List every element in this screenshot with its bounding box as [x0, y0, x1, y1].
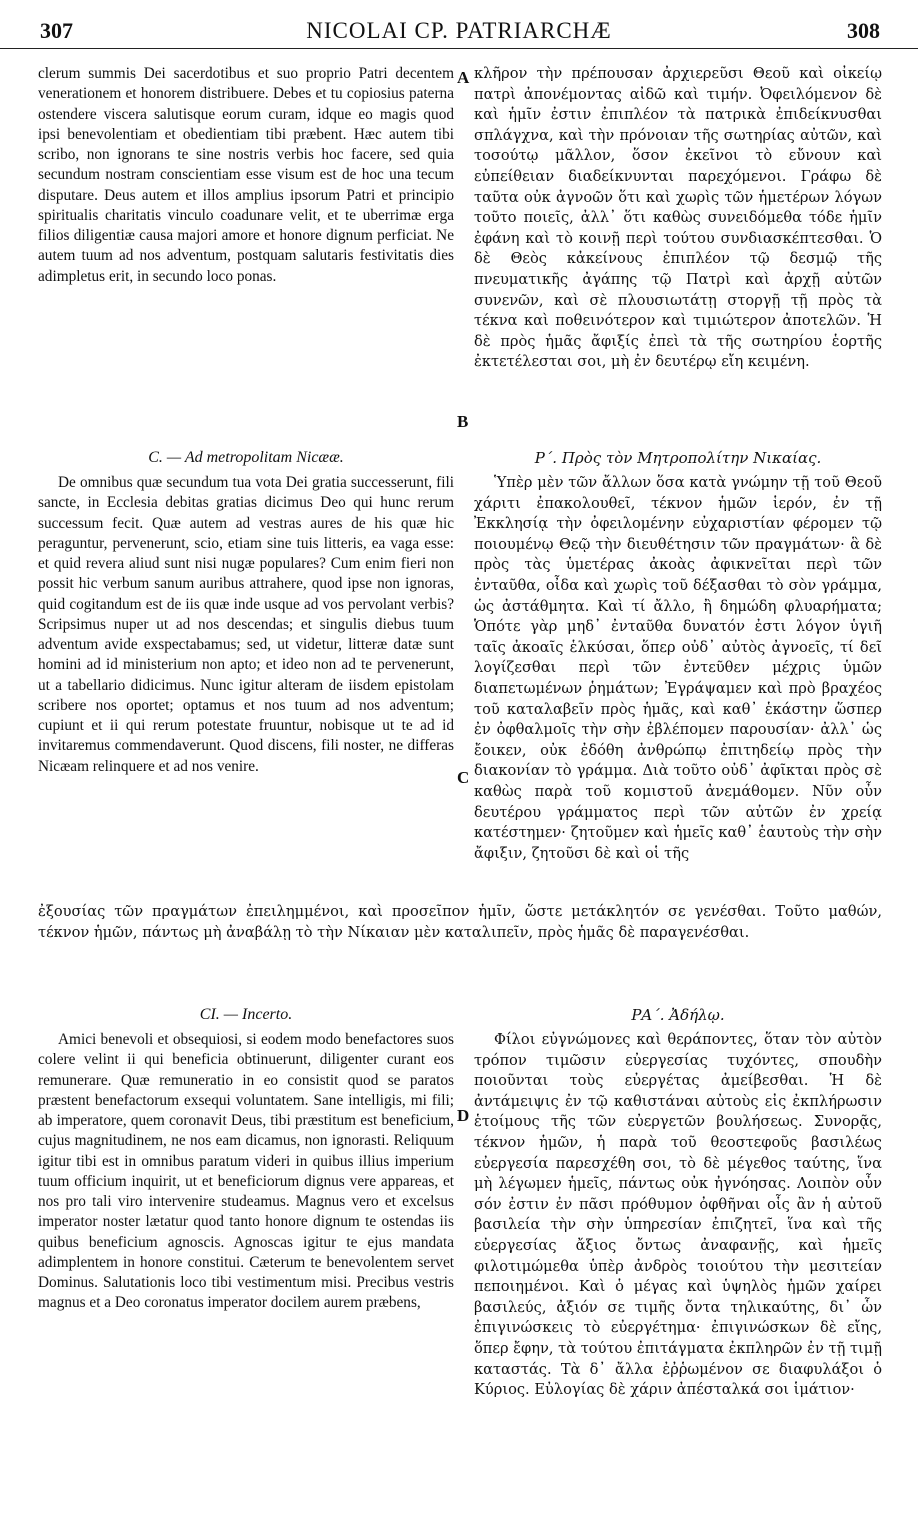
latin-column-letter-c	[38, 443, 454, 777]
greek-heading-ci: ΡΑ΄. Ἀδήλῳ.	[631, 1006, 725, 1024]
latin-column-letter-ci	[38, 1000, 454, 1314]
header-rule	[0, 48, 918, 49]
margin-mark-c: C	[457, 768, 470, 787]
latin-paragraph: clerum summis Dei sacerdotibus et suo proprio Patri decentem venerationem et honorem distribuere. Debes et tu copiosius paterna ostendere viscera salutisque eorum curam, idque eo magis quod ipsi benevolentiam et obedientiam tibi præbent. Hæc autem tibi scribo, non ignorans te sine nostris verbis hoc facere, sed quia secundum nostram conscientiam esse visum est de hoc una tecum disputare. Deus autem et illos amplius ipsorum Patri et principio spiritualis charitatis vinculo coadunare velit, et te uberrimæ erga filios diligentiæ causa majori amore et honore dignum perficiat. Ne autem tuum ad nos adventum, postquam salutaris festivitatis dies adimpletus erit, in secundo loco ponas.	[38, 65, 454, 285]
running-header	[0, 8, 918, 48]
greek-column-top	[474, 64, 882, 373]
margin-mark-d: D	[457, 1106, 470, 1125]
greek-heading-c: Ρ΄. Πρὸς τὸν Μητροπολίτην Νικαίας.	[534, 449, 822, 467]
greek-full-width-continuation	[38, 902, 882, 943]
running-title: NICOLAI CP. PATRIARCHÆ	[306, 18, 612, 43]
greek-column-letter-ci	[474, 1000, 882, 1401]
latin-paragraph: De omnibus quæ secundum tua vota Dei gratia successerunt, fili sancte, in Ecclesia debitas gratias dicimus Deo qui hunc rerum successum fecit. Quæ autem ad vestras aures de his quæ hic peraguntur, pervenerunt, scio, etiam sine tuis litteris, ea vaga esse: et quid revera aliud sunt nisi nugæ populares? Cum enim fieri non possit hic verbum sanum auribus attrahere, quod ipse non ignoras, quid cogitandum est de iis quæ inde usque ad vos pervolant verbis? Scripsimus nuper ut ad nos descendas; et singulis diebus tuum adventum avide exspectabamus; sed, ut videtur, litteræ datæ sunt homini ad id ministerium non apto; et ideo non ad te pervenerunt, ut a tabellario didicimus. Nunc igitur alteram de iisdem epistolam scribere nos oportet; optamus et nos tuum ad nos adventum; cupiunt et ii qui rerum potestate fruuntur, nobisque ut te ad id invitaremus commendaverunt. Quod discens, fili noster, ne differas Nicæam relinquere et ad nos venire.	[38, 474, 454, 775]
margin-mark-b: B	[457, 412, 469, 431]
latin-column-top	[38, 64, 454, 287]
latin-paragraph: Amici benevoli et obsequiosi, si eodem modo benefactores suos colere velint ii qui beneficia obtinuerunt, diligenter curant eos remunerare. Quæ remuneratio in eo consistit quod se paratos præstent benefactorum exsequi voluntatem. Sane intelligis, mi fili; ab imperatore, quem coronavit Deus, tibi præstitum est beneficium, cujus magnitudinem, ne nos eam dicamus, non ignorasti. Reliquum igitur tibi est in omnibus paratum videri in quibus illius imperium tuum officium inquirit, ut et beneficiorum dignus vere appareas, et nos pro tali viro intervenire studeamus. Magnus vero et excelsus imperator noster lætatur quod tanto honore dignum te ostendas iis quibus beneficium agnoscis. Agnoscas igitur te ejus mandata adimplentem in honore constitui. Cæterum te benevolentem servet Dominus. Salutationis loco tibi vestimentum misi. Precibus vestris magnus et a Deo coronatus imperator docilem aurem præbens,	[38, 1031, 454, 1312]
greek-paragraph: κλῆρον τὴν πρέπουσαν ἀρχιερεῦσι Θεοῦ καὶ οἰκείῳ πατρὶ ἀπονέμοντας αἰδῶ καὶ τιμήν. Ὀφειλόμενον δὲ καὶ ἡμῖν ἐστιν ἐπιπλέον τὰ πατρικὰ ἐπιδείκνυσθαι σπλάγχνα, καὶ τὴν πρόνοιαν τῆς σωτηρίας αὐτῶν, καὶ τοσούτῳ μᾶλλον, ὅσον ἐκεῖνοι τὸ εὔνουν καὶ εὐπείθειαν διαδείκνυνται παρεχόμενοι. Γράφω δὲ ταῦτα οὐκ ἀγνοῶν ὅτι καὶ χωρὶς τῶν ἡμετέρων λόγων τοῦτο ποιεῖς, ἀλλ᾽ ὅτι καθὼς συνειδόμεθα τόδε ἡμῖν ἐφάνη καὶ τὸ κοινῇ περὶ τούτου συνδιασκέπτεσθαι. Ὁ δὲ Θεὸς κἀκείνους ἐπιπλέον τῷ δεσμῷ τῆς πνευματικῆς ἀγάπης τῷ Πατρὶ καὶ ἀρχῇ αὐτῶν συνενῶν, καὶ σὲ πλουσιωτάτῃ στοργῇ τῇ πρὸς τὰ τέκνα καὶ ποθεινότερον καὶ τιμιώτερον ἀποτελῶν. Ἡ δὲ πρὸς ἡμᾶς ἄφιξίς ἐπεὶ τὰ τῆς σωτηρίου ἑορτῆς ἐκτετέλεσται σοι, μὴ ἐν δευτέρῳ εἴη κειμένη.	[474, 65, 882, 371]
greek-paragraph: Φίλοι εὐγνώμονες καὶ θεράποντες, ὅταν τὸν αὐτὸν τρόπον τιμῶσιν εὐεργεσίας τυχόντες, σπουδὴν ποιοῦνται τοὺς εὐεργέτας ἀμείβεσθαι. Ἡ δὲ ἀντάμειψις ἐν τῷ καθιστάναι αὐτοὺς εἰς ἐκπλήρωσιν ἑτοίμους τῆς τῶν εὐεργετῶν βουλήσεως. Συνορᾷς, τέκνον ἡμῶν, ἡ παρὰ τοῦ θεοστεφοῦς βασιλέως εὐεργεσία παρεσχέθη σοι, τὸ δὲ μέγεθος ταύτης, ἵνα μὴ λέγωμεν ἡμεῖς, πάντως οὐκ ἠγνόησας. Λοιπὸν οὖν σόν ἐστιν ἐν πᾶσι πρόθυμον ὀφθῆναι οἷς ἂν ἡ αὐτοῦ βασιλεία τὴν σὴν ὑπηρεσίαν ἐπιζητεῖ, ἵνα καὶ τῆς εὐεργεσίας ἄξιος ὄντως ἀναφανῇς, καὶ ἡμεῖς φιλοτιμώμεθα ὑπὲρ ἀνδρὸς τοιούτου τὴν μεσιτείαν πεποιημένοι. Καὶ ὁ μέγας καὶ ὑψηλὸς ἡμῶν χαίρει βασιλεύς, ἀξιόν σε τιμῆς ὄντα τηλικαύτης, δι᾽ ὧν ἐπιγινώσκεις τὸ εὐεργέτημα· ἐπιγινώσκων δὲ εἴης, ὅπερ ἔφην, τὰ τούτου ἐπιτάγματα ἐκπληρῶν ἐν τῇ τιμῇ καταστάς. Τὰ δ᾽ ἄλλα ἐῤῥωμένον σε διαφυλάξοι ὁ Κύριος. Εὐλογίας δὲ χάριν ἀπέσταλκά σοι ἱμάτιον·	[474, 1031, 882, 1399]
margin-mark-a: A	[457, 68, 470, 87]
page-number-right: 308	[847, 18, 880, 43]
greek-column-letter-c	[474, 443, 882, 864]
page-number-left: 307	[40, 18, 73, 43]
latin-heading-ci: CI. — Incerto.	[199, 1006, 293, 1023]
greek-paragraph: ἐξουσίας τῶν πραγμάτων ἐπειλημμένοι, καὶ προσεῖπον ἡμῖν, ὥστε μετάκλητόν σε γενέσθαι. Τοῦτο μαθών, τέκνον ἡμῶν, πάντως μὴ ἀναβάλῃ τὸ τὴν Νίκαιαν μὲν καταλιπεῖν, πρὸς ἡμᾶς δὲ παραγενέσθαι.	[38, 903, 882, 941]
greek-paragraph: Ὑπὲρ μὲν τῶν ἄλλων ὅσα κατὰ γνώμην τῇ τοῦ Θεοῦ χάριτι ἐπακολουθεῖ, τέκνον ἡμῶν ἱερόν, ἐν τῇ Ἐκκλησίᾳ τὴν ὀφειλομένην εὐχαριστίαν φέρομεν τῷ ποιουμένῳ Θεῷ τὴν διευθέτησιν τῶν πραγμάτων· ἃ δὲ πρὸς τὰς ὑμετέρας ἀκοὰς ἀφικνεῖται περὶ τῶν ἐνταῦθα, οἶδα καὶ χωρὶς τοῦ δέξασθαι τὸ σὸν γράμμα, ὡς ἀστάθμητα. Καὶ τί ἄλλο, ἢ δημώδη φλυαρήματα; Ὁπότε γὰρ μηδ᾽ ἐνταῦθα δυνατόν ἐστι λόγον ὑγιῆ ταῖς ἀκοαῖς ἑλκύσαι, ὅπερ οὐδ᾽ αὐτὸς ἀγνοεῖς, τί δεῖ λογίζεσθαι περὶ τῶν ἐντεῦθεν μέχρις ὑμῶν διαπετωμένων ῥημάτων; Ἐγράψαμεν καὶ πρὸ βραχέος τοῦ καταλαβεῖν πρὸς ἡμᾶς, καὶ καθ᾽ ἑκάστην ὥσπερ ἐν ὀφθαλμοῖς τὴν σὴν ἐβλέπομεν παρουσίαν· ἀλλ᾽ ὡς ἔοικεν, οὐκ ἐδόθη ἀνθρώπῳ ἐπιτηδείῳ πρὸς τὴν διακονίαν τὸ γράμμα. Διὰ τοῦτο οὐδ᾽ ἀφῖκται πρὸς σὲ καθὼς παρὰ τοῦ κομιστοῦ ἀνεμάθομεν. Νῦν οὖν δευτέρου γράμματος περὶ τῶν αὐτῶν ἐν χρείᾳ κατέστημεν· ζητοῦμεν καὶ ἡμεῖς καθ᾽ ἑαυτοὺς τὴν σὴν ἄφιξιν, ζητοῦσι δὲ καὶ οἱ τῆς	[474, 474, 882, 862]
latin-heading-c: C. — Ad metropolitam Nicææ.	[148, 449, 344, 466]
